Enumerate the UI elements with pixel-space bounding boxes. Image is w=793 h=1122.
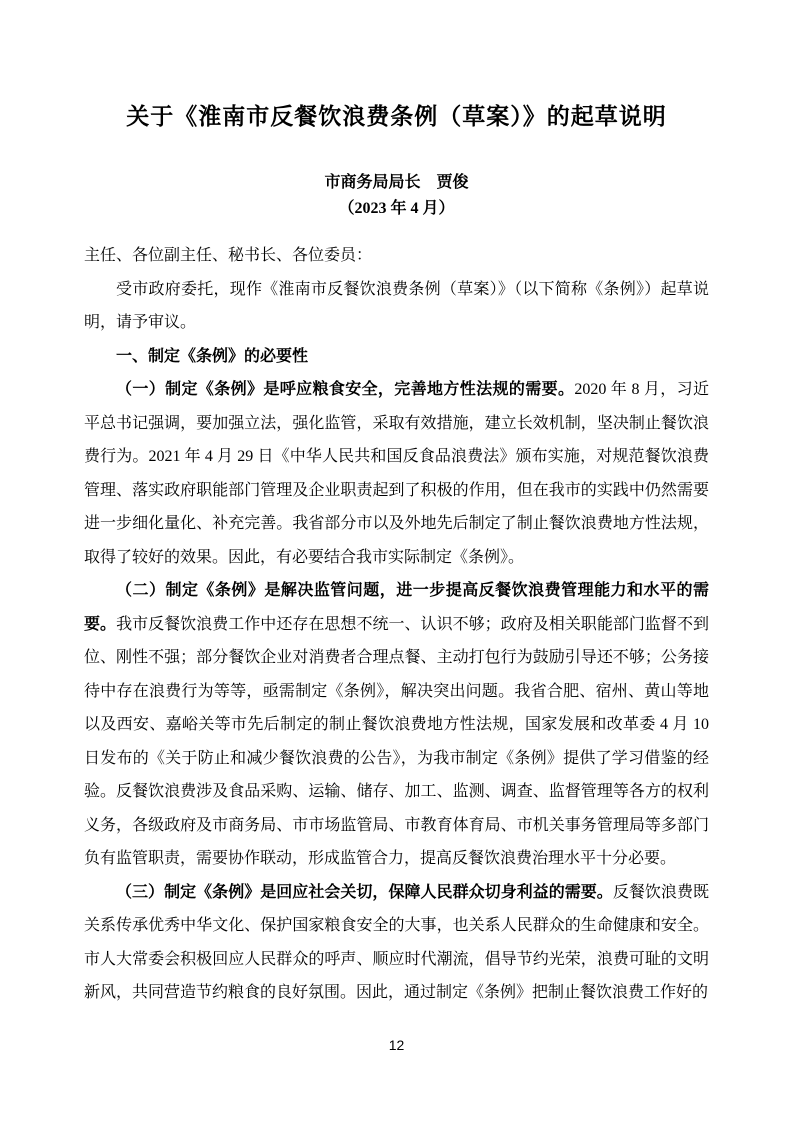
salutation-line: 主任、各位副主任、秘书长、各位委员： [84, 247, 373, 264]
paragraph-1-text: 2020 年 8 月，习近平总书记强调，要加强立法，强化监管，采取有效措施，建立长效机制，坚决制止餐饮浪费行为。2021 年 4 月 29 日《中华人民共和国反食品浪费法》颁布实施，对规范餐饮浪费管理、落实政府职能部门管理及企业职责起到了积极的作用，但在我市的实践中仍然需要进一步细化量化、补充完善。我省部分市以及外地先后制定了制止餐饮浪费地方性法规，取得了较好的效果。因此，有必要结合我市实际制定《条例》。 [84, 381, 709, 566]
paragraph-3-text: 反餐饮浪费既关系传承优秀中华文化、保护国家粮食安全的大事，也关系人民群众的生命健康和安全。市人大常委会积极回应人民群众的呼声、顺应时代潮流，倡导节约光荣，浪费可耻的文明新风，共同营造节约粮食的良好氛围。因此，通过制定《条例》把制止餐饮浪费工作好的 [84, 883, 709, 1001]
page-number: 12 [388, 1037, 405, 1053]
intro-paragraph: 受市政府委托，现作《淮南市反餐饮浪费条例（草案）》（以下简称《条例》）起草说明，请予审议。 [84, 280, 709, 331]
section-1-paragraph-1 [84, 373, 709, 574]
section-1-heading: 一、制定《条例》的必要性 [116, 347, 309, 365]
paragraph-3-lead: （三）制定《条例》是回应社会关切，保障人民群众切身利益的需要。 [116, 883, 613, 901]
paragraph-2-lead: （二）制定《条例》是解决监管问题，进一步提高反餐饮浪费管理能力和水平的需要。 [84, 582, 709, 633]
section-1-paragraph-3 [84, 876, 709, 1010]
section-1-paragraph-2 [84, 574, 709, 876]
document-date: （2023 年 4 月） [338, 200, 455, 217]
document-title: 关于《淮南市反餐饮浪费条例（草案）》的起草说明 [126, 104, 667, 129]
document-body [84, 239, 709, 1010]
paragraph-1-lead: （一）制定《条例》是呼应粮食安全，完善地方性法规的需要。 [116, 381, 575, 398]
paragraph-2-text: 我市反餐饮浪费工作中还存在思想不统一、认识不够；政府及相关职能部门监督不到位、刚性不强；部分餐饮企业对消费者合理点餐、主动打包行为鼓励引导还不够；公务接待中存在浪费行为等等，亟需制定《条例》，解决突出问题。我省合肥、宿州、黄山等地以及西安、嘉峪关等市先后制定的制止餐饮浪费地方性法规，国家发展和改革委 4 月 10 日发布的《关于防止和减少餐饮浪费的公告》，为我市制定《条例》提供了学习借鉴的经验。反餐饮浪费涉及食品采购、运输、储存、加工、监测、调查、监督管理等各方的权利义务，各级政府及市商务局、市市场监管局、市教育体育局、市机关事务管理局等多部门负有监管职责，需要协作联动，形成监管合力，提高反餐饮浪费治理水平十分必要。 [84, 615, 709, 867]
document-author: 市商务局局长 贾俊 [324, 174, 469, 191]
